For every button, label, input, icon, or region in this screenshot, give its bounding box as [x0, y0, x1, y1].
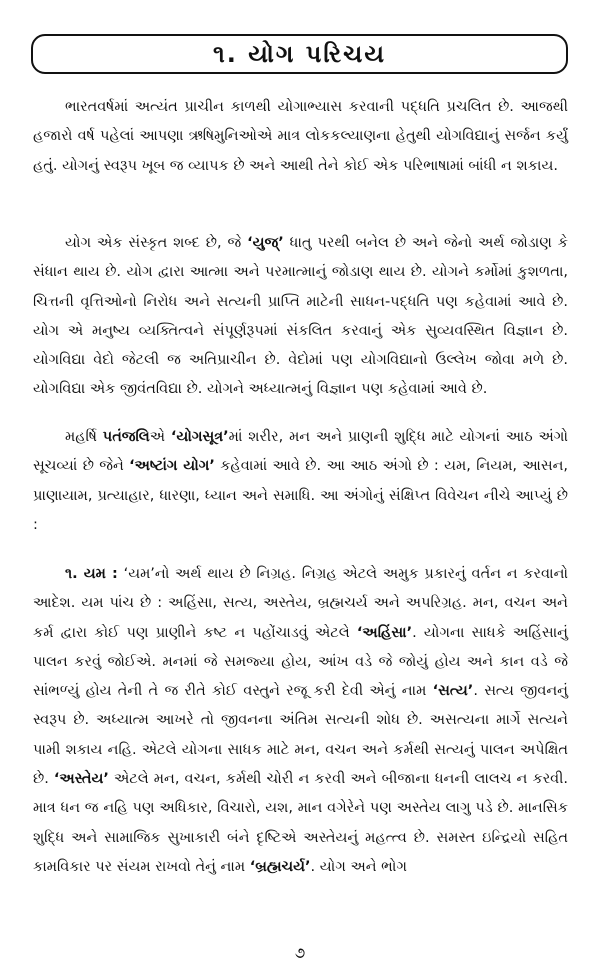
- bold-term: ‘યોગસૂત્ર’: [170, 429, 229, 445]
- paragraph-text: મહર્ષિ: [65, 429, 103, 445]
- paragraph-text: કહેવામાં આવે છે. આ આઠ અંગો છે : યમ, નિયમ, આસન, પ્રાણાયામ, પ્રત્યાહાર, ધારણા, ધ્યાન અને સમાધિ. આ અંગોનું સંક્ષિપ્ત વિવેચન નીચે આપ્યું છે :: [33, 458, 568, 533]
- paragraph-text: ‘યમ’નો અર્થ થાય છે નિગ્રહ. નિગ્રહ એટલે અમુક પ્રકારનું વર્તન ન કરવાનો આદેશ. યમ પાંચ છે : અહિંસા, સત્ય, અસ્તેય, બ્રહ્મચર્ય અને અપરિગ્રહ. મન, વચન અને કર્મ દ્વારા કોઈ પણ પ્રાણીને કષ્ટ ન પહોંચાડવું એટલે: [33, 566, 568, 641]
- bold-term: ‘સત્ય’: [432, 683, 474, 700]
- paragraph-yoga-meaning: [33, 229, 568, 405]
- paragraph-ashtanga: [33, 423, 568, 540]
- bold-term: ‘બ્રહ્મચર્ય’: [249, 858, 311, 875]
- page-number: ૭: [294, 944, 306, 962]
- bold-term: પતંજલિ: [102, 429, 150, 445]
- bold-term: ‘યુજ્’: [247, 235, 284, 251]
- paragraph-intro: [33, 93, 568, 181]
- chapter-title-box: [31, 34, 568, 74]
- bold-term: ‘અસ્તેય’: [53, 771, 109, 788]
- paragraph-text: . સત્ય જીવનનું સ્વરૂપ છે. અધ્યાત્મ આખરે તો જીવનના અંતિમ સત્યની શોધ છે. અસત્યના માર્ગે સત્યને પામી શકાય નહિ. એટલે યોગના સાધક માટે મન, વચન અને કર્મથી સત્યનું પાલન અપેક્ષિત છે.: [33, 683, 568, 788]
- paragraph-text: . યોગના સાધકે અહિંસાનું પાલન કરવું જોઈએ. મનમાં જે સમજ્યા હોય, આંખ વડે જે જોયું હોય અને કાન વડે જે સાંભળ્યું હોય તેની તે જ રીતે કોઈ વસ્તુને રજૂ કરી દેવી એનું નામ: [33, 624, 568, 700]
- paragraph-text: એટલે મન, વચન, કર્મથી ચોરી ન કરવી અને બીજાના ધનની લાલચ ન કરવી. માત્ર ધન જ નહિ પણ અધિકાર, વિચારો, યશ, માન વગેરેને પણ અસ્તેય લાગુ પડે છે. માનસિક શુદ્ધિ અને સામાજિક સુખાકારી બંને દૃષ્ટિએ અસ્તેયનું મહત્ત્વ છે. સમસ્ત ઇન્દ્રિયો સહિત કામવિકાર પર સંયમ રાખવો તેનું નામ: [33, 771, 568, 875]
- paragraph-text: ધાતુ પરથી બનેલ છે અને જેનો અર્થ જોડાણ કે સંધાન થાય છે. યોગ દ્વારા આત્મા અને પરમાત્માનું જોડાણ થાય છે. યોગને કર્મોમાં કુશળતા, ચિત્તની વૃત્તિઓનો નિરોધ અને સત્યની પ્રાપ્તિ માટેની સાધન-પદ્ધતિ પણ કહેવામાં આવે છે. યોગ એ મનુષ્ય વ્યક્તિત્વને સંપૂર્ણરૂપમાં સંકલિત કરવાનું એક સુવ્યવસ્થિત વિજ્ઞાન છે. યોગવિદ્યા વેદો જેટલી જ અતિપ્રાચીન છે. વેદોમાં પણ યોગવિદ્યાનો ઉલ્લેખ જોવા મળે છે. યોગવિદ્યા એક જીવંતવિદ્યા છે. યોગને અધ્યાત્મનું વિજ્ઞાન પણ કહેવામાં આવે છે.: [33, 235, 568, 398]
- chapter-title: ૧. યોગ પરિચય: [212, 40, 387, 68]
- paragraph-text: યોગ એક સંસ્કૃત શબ્દ છે, જે: [65, 235, 248, 251]
- paragraph-text: એ: [149, 429, 171, 445]
- bold-term: ‘અષ્ટાંગ યોગ’: [129, 458, 215, 475]
- bold-term: ‘અહિંસા’: [356, 624, 413, 641]
- section-heading: ૧. યમ :: [65, 566, 118, 582]
- paragraph-text: માં શરીર, મન અને પ્રાણની શુદ્ધિ માટે યોગનાં આઠ અંગો સૂચવ્યાં છે જેને: [33, 429, 568, 475]
- paragraph-yama: [33, 560, 568, 882]
- paragraph-text: ભારતવર્ષમાં અત્યંત પ્રાચીન કાળથી યોગાભ્યાસ કરવાની પદ્ધતિ પ્રચલિત છે. આજથી હજારો વર્ષ પહેલાં આપણા ઋષિમુનિઓએ માત્ર લોકકલ્યાણના હેતુથી યોગવિદ્યાનું સર્જન કર્યું હતું. યોગનું સ્વરૂપ ખૂબ જ વ્યાપક છે અને આથી તેને કોઈ એક પરિભાષામાં બાંધી ન શકાય.: [33, 99, 568, 174]
- paragraph-text: . યોગ અને ભોગ: [310, 858, 407, 875]
